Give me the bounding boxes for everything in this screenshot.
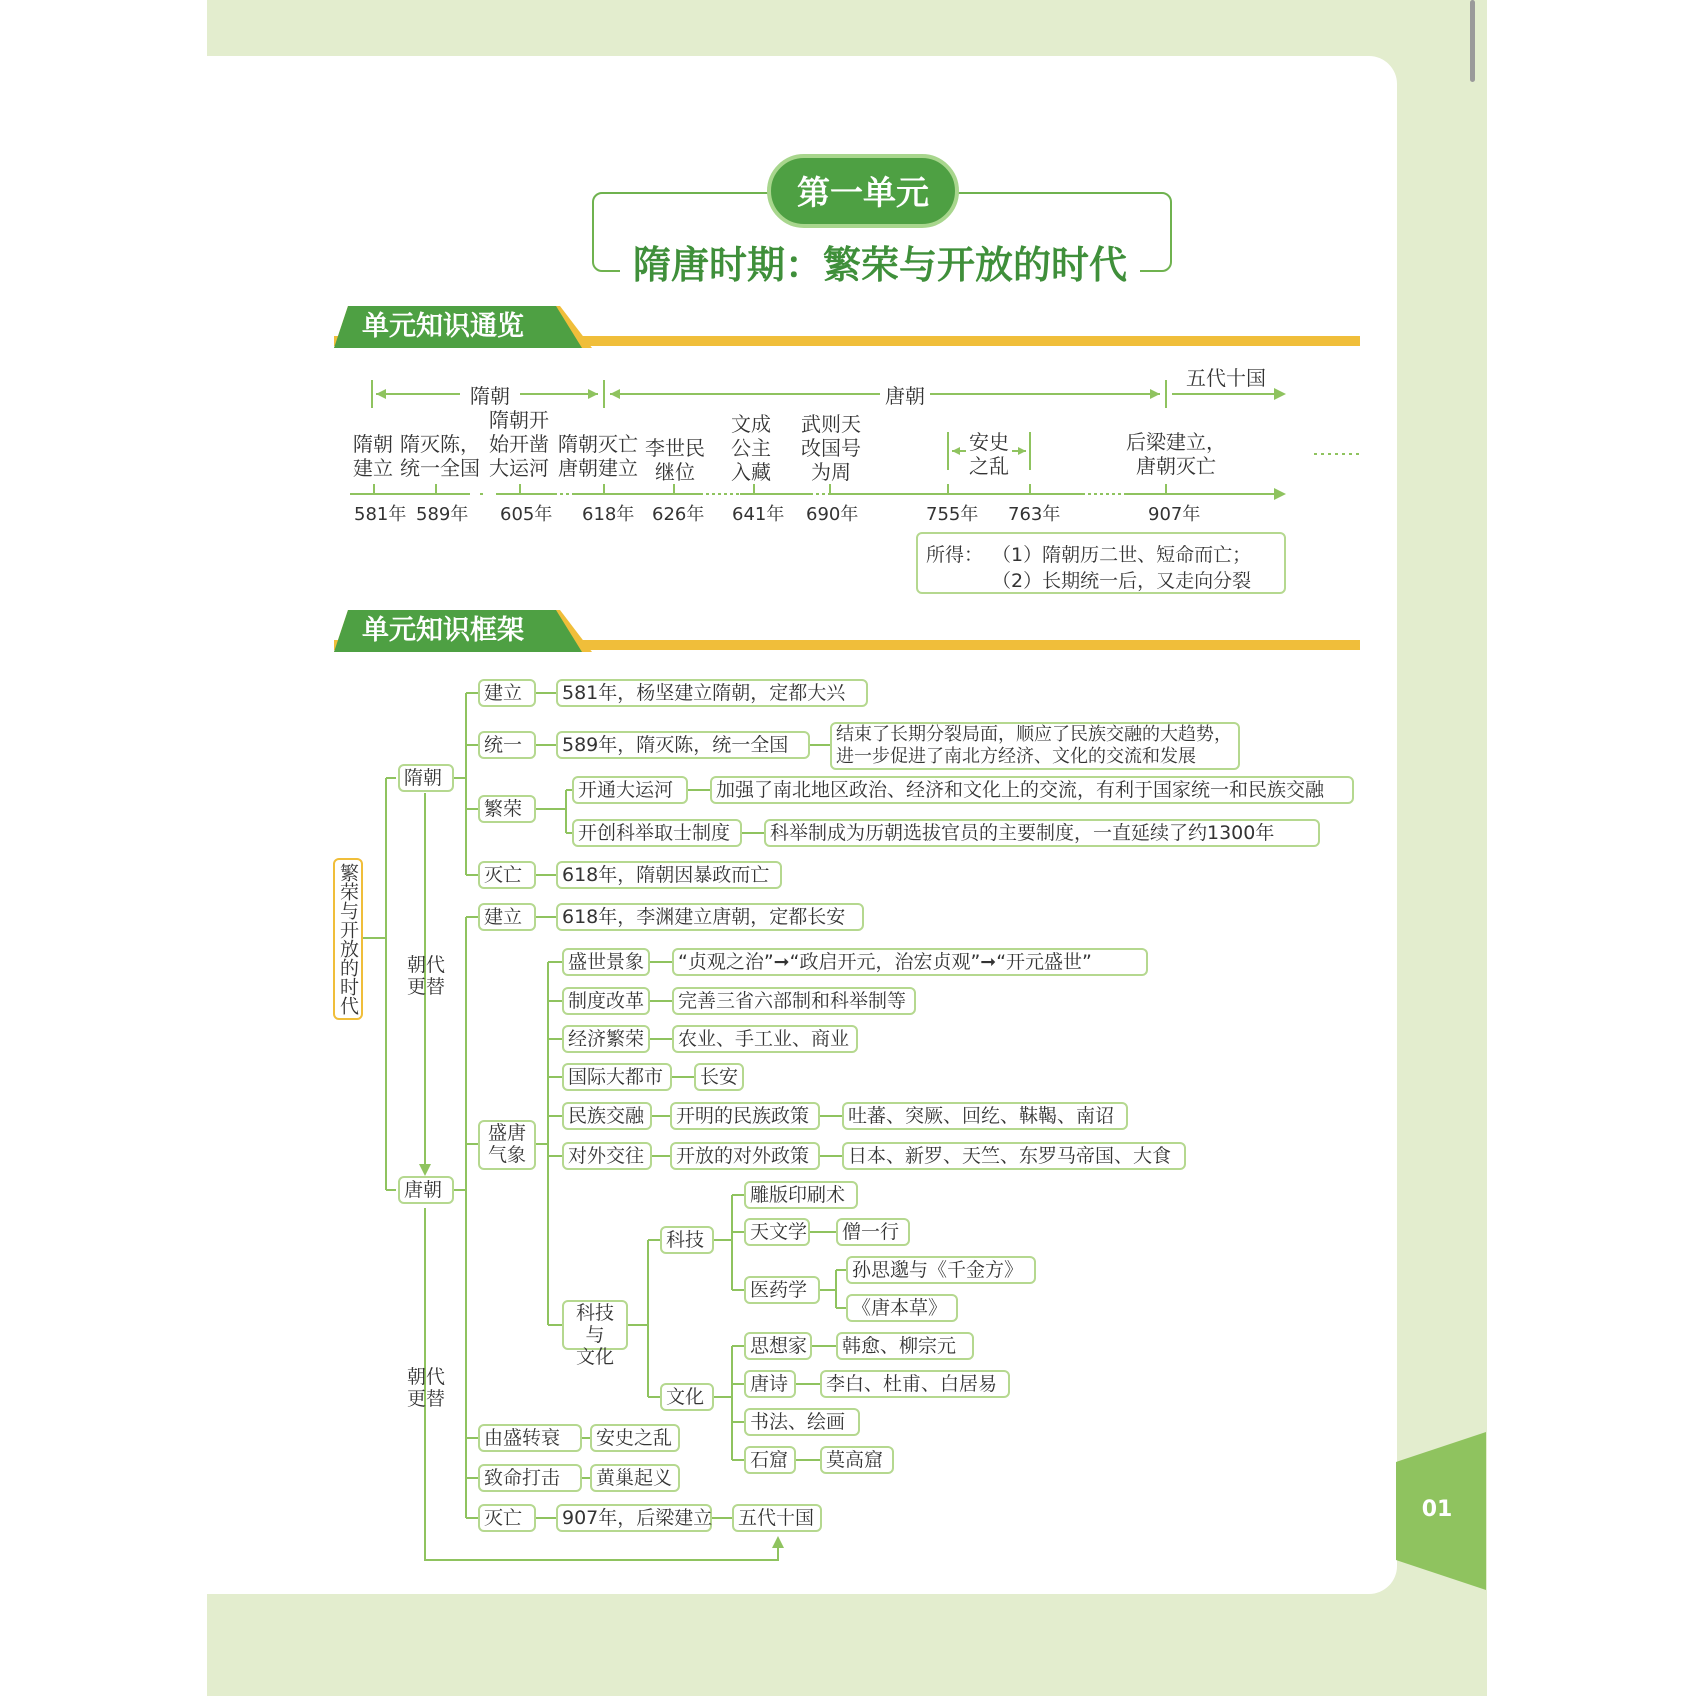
year-626: 626年 bbox=[652, 504, 705, 525]
sui-canal-text: 加强了南北地区政治、经济和文化上的交流，有利于国家统一和民族交融 bbox=[710, 776, 1354, 804]
tech-medicine-book1: 孙思邈与《千金方》 bbox=[846, 1256, 1036, 1284]
event-626-line2: 继位 bbox=[655, 460, 695, 484]
event-641-line1: 公主 bbox=[731, 436, 771, 460]
tang-decline-text: 安史之乱 bbox=[590, 1424, 680, 1452]
culture-grottoes-name: 莫高窟 bbox=[820, 1446, 894, 1474]
year-641: 641年 bbox=[732, 504, 785, 525]
tang-tech: 科技 bbox=[660, 1226, 714, 1254]
tech-medicine-book2: 《唐本草》 bbox=[846, 1294, 958, 1322]
culture-thinkers: 思想家 bbox=[744, 1332, 812, 1360]
sui-unify-result-line2: 进一步促进了南北方经济、文化的交流和发展 bbox=[836, 746, 1196, 767]
tang-s5-text: 开明的民族政策 bbox=[670, 1102, 820, 1130]
tang-culture: 文化 bbox=[660, 1383, 714, 1411]
event-690-line2: 为周 bbox=[811, 460, 851, 484]
year-589: 589年 bbox=[416, 504, 469, 525]
sui-unify-text: 589年，隋灭陈，统一全国 bbox=[556, 731, 810, 759]
year-755: 755年 bbox=[926, 504, 979, 525]
tang-s3: 经济繁荣 bbox=[562, 1025, 650, 1053]
tech-astronomy-person: 僧一行 bbox=[836, 1218, 910, 1246]
tang-s2: 制度改革 bbox=[562, 987, 650, 1015]
event-690-line0: 武则天 bbox=[801, 412, 861, 436]
event-641-line0: 文成 bbox=[731, 412, 771, 436]
anshi-label-2: 之乱 bbox=[969, 454, 1009, 478]
tang-s6: 对外交往 bbox=[562, 1142, 652, 1170]
culture-poetry: 唐诗 bbox=[744, 1370, 796, 1398]
tang-s4-text: 长安 bbox=[694, 1063, 744, 1091]
sui-unify-result-line1: 结束了长期分裂局面，顺应了民族交融的大趋势， bbox=[836, 724, 1232, 745]
tech-astronomy: 天文学 bbox=[744, 1218, 810, 1246]
dynasty-change-label-2: 朝代 更替 bbox=[406, 1366, 445, 1410]
sui-found-text: 581年，杨坚建立隋朝，定都大兴 bbox=[556, 679, 868, 707]
span-five-dynasties-label: 五代十国 bbox=[1186, 366, 1266, 390]
unit-title: 隋唐时期：繁荣与开放的时代 bbox=[620, 240, 1140, 290]
tang-s6-text: 开放的对外政策 bbox=[670, 1142, 820, 1170]
node-tang: 唐朝 bbox=[398, 1176, 454, 1204]
event-626-line1: 李世民 bbox=[645, 436, 705, 460]
anshi-label-1: 安史 bbox=[969, 430, 1009, 454]
sui-fall-text: 618年，隋朝因暴政而亡 bbox=[556, 861, 782, 889]
sui-canal: 开通大运河 bbox=[572, 776, 688, 804]
event-581-line2: 建立 bbox=[353, 456, 393, 480]
framework-root: 繁荣与开放的时代 bbox=[333, 858, 363, 1020]
tang-s5: 民族交融 bbox=[562, 1102, 652, 1130]
section-title: 单元知识框架 bbox=[362, 615, 524, 646]
summary-label: 所得： bbox=[926, 544, 984, 566]
sui-prosper: 繁荣 bbox=[478, 795, 536, 823]
year-690: 690年 bbox=[806, 504, 859, 525]
sui-unify: 统一 bbox=[478, 731, 536, 759]
tang-s3-text: 农业、手工业、商业 bbox=[672, 1025, 858, 1053]
event-605-line2: 大运河 bbox=[489, 456, 549, 480]
tang-sci-culture: 科技与 文化 bbox=[562, 1300, 628, 1350]
tang-s1: 盛世景象 bbox=[562, 948, 650, 976]
tech-medicine: 医药学 bbox=[744, 1276, 820, 1304]
tang-fall: 灭亡 bbox=[478, 1504, 536, 1532]
event-641-line2: 入藏 bbox=[731, 460, 771, 484]
tang-decline: 由盛转衰 bbox=[478, 1424, 582, 1452]
event-589-line2: 统一全国 bbox=[400, 456, 480, 480]
culture-thinkers-names: 韩愈、柳宗元 bbox=[836, 1332, 974, 1360]
sui-keju-text: 科举制成为历朝选拔官员的主要制度，一直延续了约1300年 bbox=[764, 819, 1320, 847]
event-605-line1: 始开凿 bbox=[489, 432, 549, 456]
tang-shengtang: 盛唐 气象 bbox=[478, 1120, 536, 1170]
unit-label: 第一单元 bbox=[767, 154, 959, 228]
summary-line-1: （1）隋朝历二世、短命而亡； bbox=[992, 544, 1252, 566]
tang-s6-result: 日本、新罗、天竺、东罗马帝国、大食 bbox=[842, 1142, 1186, 1170]
year-618: 618年 bbox=[582, 504, 635, 525]
sui-fall: 灭亡 bbox=[478, 861, 536, 889]
tang-fall-result: 五代十国 bbox=[732, 1504, 822, 1532]
tang-s1-text: “贞观之治”➞“政启开元，治宏贞观”➞“开元盛世” bbox=[672, 948, 1148, 976]
event-690-line1: 改国号 bbox=[801, 436, 861, 460]
event-618-line1: 隋朝灭亡 bbox=[558, 432, 638, 456]
event-618-line2: 唐朝建立 bbox=[558, 456, 638, 480]
sui-found: 建立 bbox=[478, 679, 536, 707]
year-581: 581年 bbox=[354, 504, 407, 525]
culture-calligraphy: 书法、绘画 bbox=[744, 1408, 860, 1436]
tang-found-text: 618年，李渊建立唐朝，定都长安 bbox=[556, 903, 864, 931]
tang-fall-text: 907年，后梁建立 bbox=[556, 1504, 712, 1532]
tech-printing: 雕版印刷术 bbox=[744, 1181, 858, 1209]
tang-s5-result: 吐蕃、突厥、回纥、靺鞨、南诏 bbox=[842, 1102, 1128, 1130]
event-589-line1: 隋灭陈， bbox=[400, 432, 480, 456]
node-sui: 隋朝 bbox=[398, 764, 454, 792]
page-number: 01 bbox=[1421, 1497, 1453, 1522]
tang-blow-text: 黄巢起义 bbox=[590, 1464, 680, 1492]
culture-poetry-names: 李白、杜甫、白居易 bbox=[820, 1370, 1010, 1398]
span-sui-label: 隋朝 bbox=[470, 384, 510, 408]
event-907-line2: 唐朝灭亡 bbox=[1136, 454, 1216, 478]
tang-found: 建立 bbox=[478, 903, 536, 931]
tang-blow: 致命打击 bbox=[478, 1464, 582, 1492]
span-tang-label: 唐朝 bbox=[885, 384, 925, 408]
event-581-line1: 隋朝 bbox=[353, 432, 393, 456]
summary-line-2: （2）长期统一后，又走向分裂 bbox=[992, 570, 1252, 592]
sui-unify-result bbox=[830, 722, 1240, 770]
tang-s4: 国际大都市 bbox=[562, 1063, 672, 1091]
event-907-line1: 后梁建立， bbox=[1126, 430, 1226, 454]
dynasty-change-label-1: 朝代 更替 bbox=[406, 954, 445, 998]
year-763: 763年 bbox=[1008, 504, 1061, 525]
year-605: 605年 bbox=[500, 504, 553, 525]
year-907: 907年 bbox=[1148, 504, 1201, 525]
culture-grottoes: 石窟 bbox=[744, 1446, 796, 1474]
event-605-line0: 隋朝开 bbox=[489, 408, 549, 432]
section-title: 单元知识通览 bbox=[362, 311, 524, 342]
sui-keju: 开创科举取士制度 bbox=[572, 819, 742, 847]
tang-s2-text: 完善三省六部制和科举制等 bbox=[672, 987, 916, 1015]
